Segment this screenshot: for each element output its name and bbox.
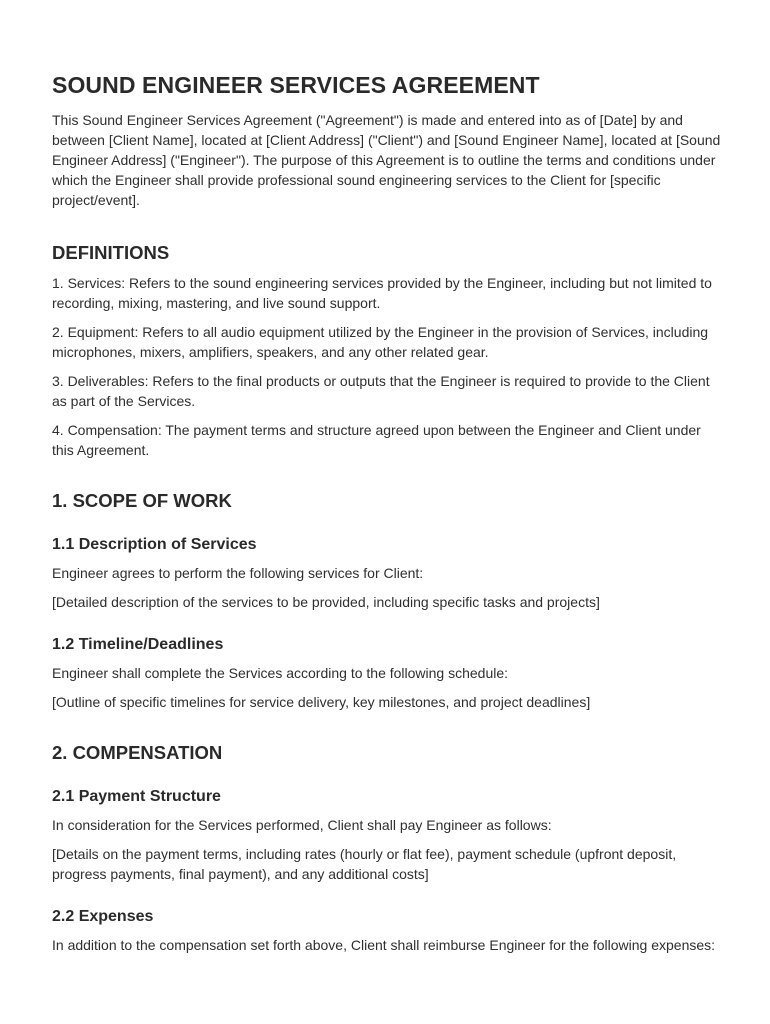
scope-of-work-heading: 1. SCOPE OF WORK xyxy=(52,490,232,511)
timeline-deadlines-heading: 1.2 Timeline/Deadlines xyxy=(52,636,224,653)
expenses-text: In addition to the compensation set forth above, Client shall reimburse Engineer for the following expenses: xyxy=(52,937,716,953)
payment-structure-placeholder: [Details on the payment terms, including rates (hourly or flat fee), payment schedule (upfront deposit, progress payments, final payment), and any additional costs] xyxy=(52,846,677,882)
description-of-services-text: Engineer agrees to perform the following services for Client: xyxy=(52,565,424,581)
intro-paragraph: This Sound Engineer Services Agreement ("Agreement") is made and entered into as of [Date] by and between [Client Name], located at [Client Address] ("Client") and [Sound Engineer Name], located at [Sound Engineer Address] ("Engineer"). The purpose of this Agreement is to outline the terms and conditions under which the Engineer shall provide professional sound engineering services to the Client for [specific project/event]. xyxy=(52,112,721,208)
timeline-deadlines-text: Engineer shall complete the Services according to the following schedule: xyxy=(52,665,509,681)
description-of-services-heading: 1.1 Description of Services xyxy=(52,536,257,553)
definition-item-compensation: 4. Compensation: The payment terms and structure agreed upon between the Engineer and Client under this Agreement. xyxy=(52,422,701,458)
document-page xyxy=(52,70,722,955)
definition-item-equipment: 2. Equipment: Refers to all audio equipment utilized by the Engineer in the provision of Services, including microphones, mixers, amplifiers, speakers, and any other related gear. xyxy=(52,324,709,360)
timeline-deadlines-placeholder: [Outline of specific timelines for service delivery, key milestones, and project deadlines] xyxy=(52,694,591,710)
definition-item-services: 1. Services: Refers to the sound engineering services provided by the Engineer, including but not limited to recording, mixing, mastering, and live sound support. xyxy=(52,275,712,311)
expenses-heading: 2.2 Expenses xyxy=(52,908,154,925)
definition-item-deliverables: 3. Deliverables: Refers to the final products or outputs that the Engineer is required to provide to the Client as part of the Services. xyxy=(52,373,710,409)
definitions-heading: DEFINITIONS xyxy=(52,242,170,263)
payment-structure-heading: 2.1 Payment Structure xyxy=(52,788,221,805)
payment-structure-text: In consideration for the Services performed, Client shall pay Engineer as follows: xyxy=(52,817,552,833)
document-title: SOUND ENGINEER SERVICES AGREEMENT xyxy=(52,72,540,98)
description-of-services-placeholder: [Detailed description of the services to be provided, including specific tasks and projects] xyxy=(52,594,600,610)
compensation-heading: 2. COMPENSATION xyxy=(52,742,223,763)
